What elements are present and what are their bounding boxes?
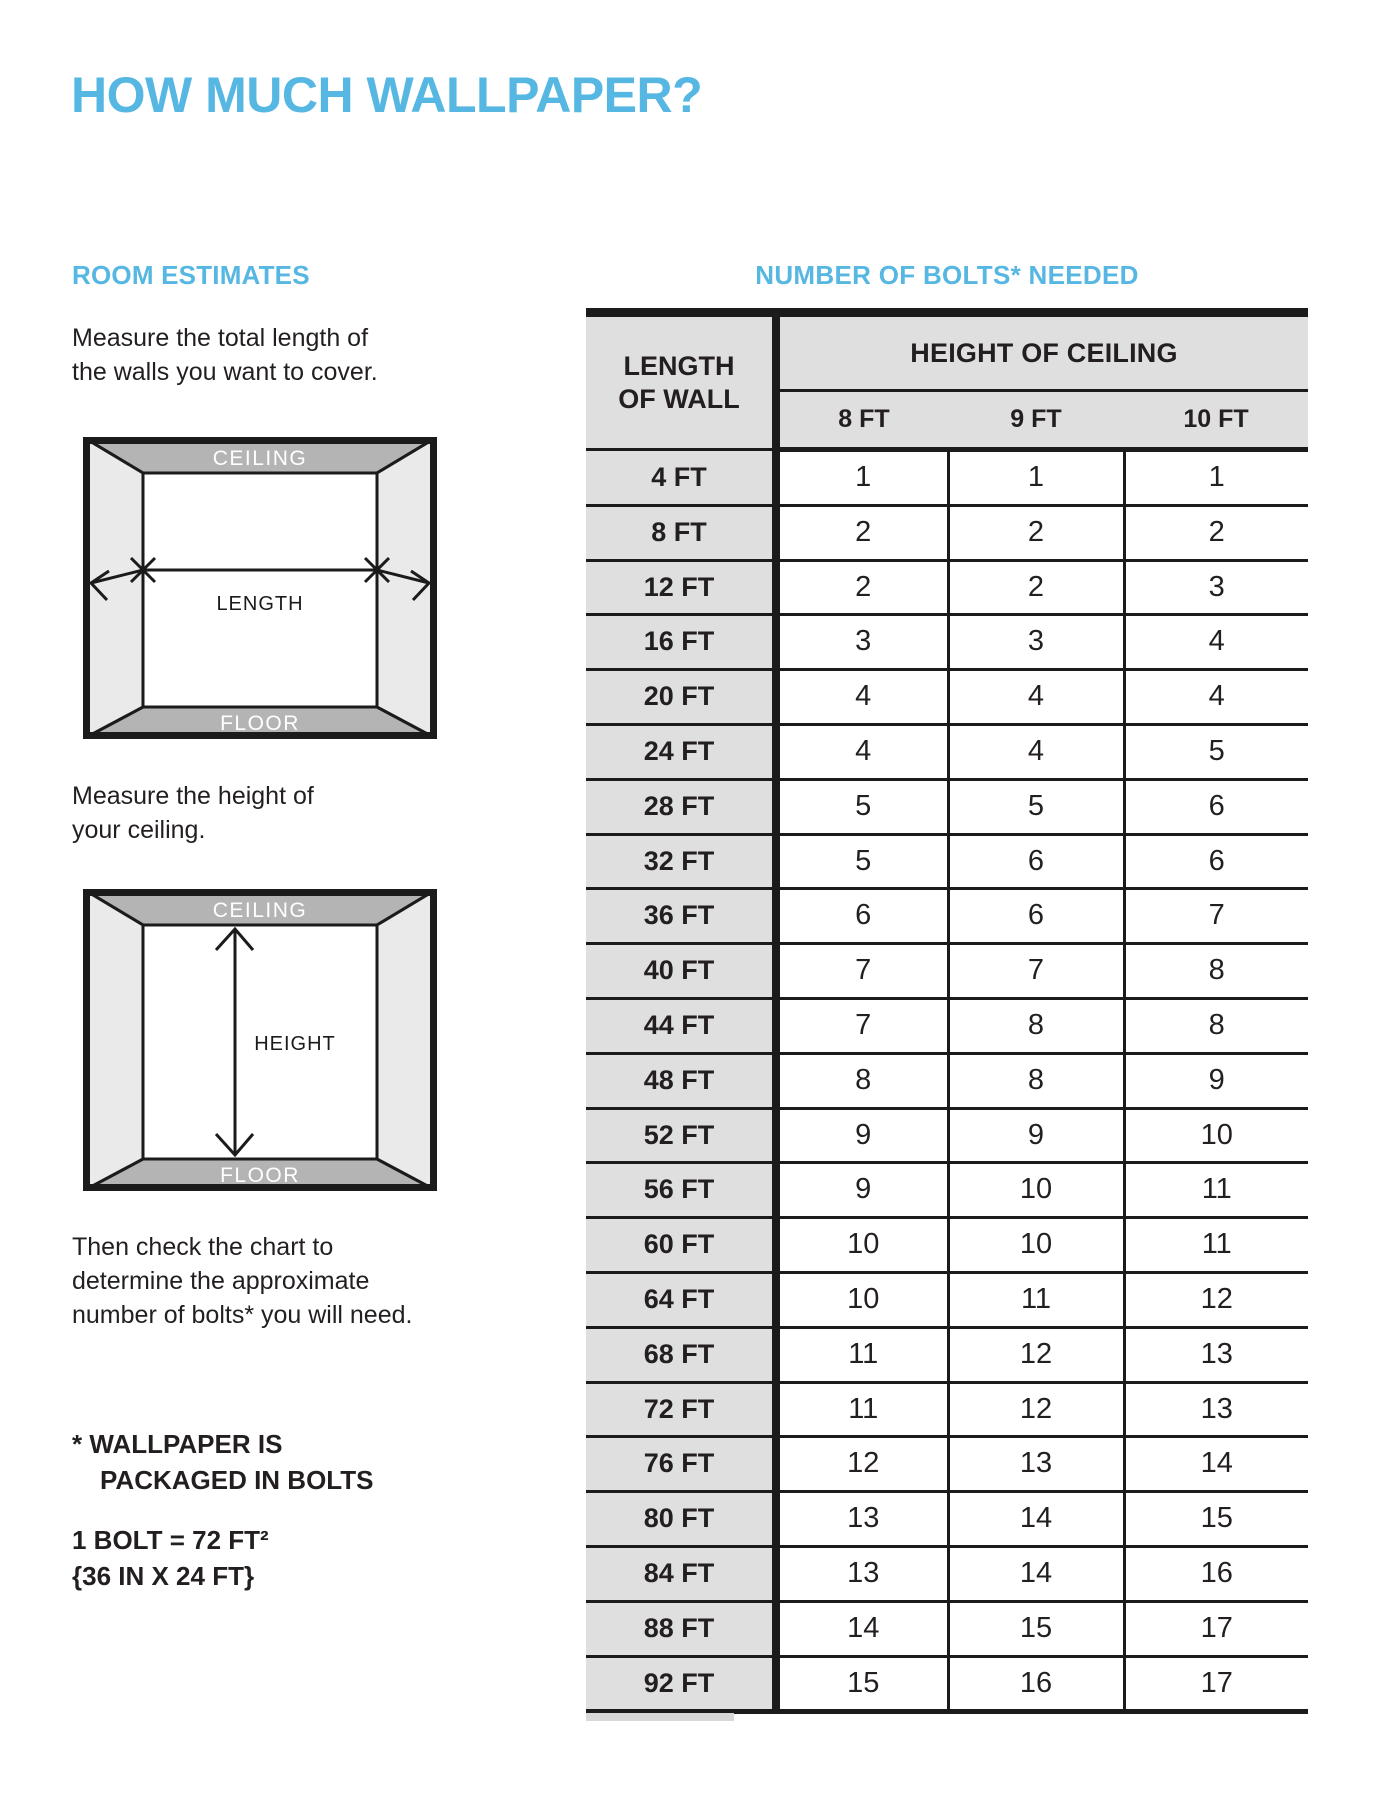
bolt-count-cell: 2 — [776, 505, 948, 560]
paragraph-line: Then check the chart to — [72, 1233, 334, 1261]
bolt-count-cell: 14 — [948, 1492, 1124, 1547]
bolt-count-cell: 6 — [948, 834, 1124, 889]
bolt-count-cell: 12 — [948, 1327, 1124, 1382]
bolt-count-cell: 11 — [948, 1272, 1124, 1327]
bolt-count-cell: 16 — [948, 1656, 1124, 1712]
bolt-count-cell: 2 — [948, 560, 1124, 615]
wall-length-cell: 84 FT — [586, 1546, 776, 1601]
table-row — [586, 1546, 1308, 1601]
table-row — [586, 1492, 1308, 1547]
bolt-count-cell: 14 — [776, 1601, 948, 1656]
table-header-row — [586, 313, 1308, 391]
bolt-count-cell: 9 — [776, 1163, 948, 1218]
bolt-count-cell: 14 — [1124, 1437, 1308, 1492]
table-row — [586, 1382, 1308, 1437]
check-chart-paragraph — [72, 1230, 412, 1332]
bolt-count-cell: 9 — [1124, 1053, 1308, 1108]
bolt-count-cell: 13 — [1124, 1382, 1308, 1437]
height-of-ceiling-header: HEIGHT OF CEILING — [776, 313, 1308, 391]
bolt-count-cell: 3 — [776, 615, 948, 670]
room-estimates-heading: ROOM ESTIMATES — [72, 260, 310, 290]
bolts-footnote — [72, 1426, 373, 1498]
bolt-count-cell: 12 — [776, 1437, 948, 1492]
bolt-count-cell: 12 — [948, 1382, 1124, 1437]
bolts-table-head — [586, 313, 1308, 450]
bolts-table — [586, 308, 1308, 1714]
bolt-count-cell: 13 — [1124, 1327, 1308, 1382]
table-row — [586, 889, 1308, 944]
bolt-count-cell: 6 — [1124, 834, 1308, 889]
ceiling-label: CEILING — [212, 447, 308, 470]
table-row — [586, 998, 1308, 1053]
wall-length-cell: 92 FT — [586, 1656, 776, 1712]
bolt-count-cell: 4 — [948, 670, 1124, 725]
bolt-count-cell: 2 — [1124, 505, 1308, 560]
wall-length-cell: 68 FT — [586, 1327, 776, 1382]
wall-length-cell: 60 FT — [586, 1218, 776, 1273]
bolt-count-cell: 17 — [1124, 1656, 1308, 1712]
bolt-count-cell: 4 — [1124, 670, 1308, 725]
right-wall-surface — [377, 437, 437, 739]
bolt-count-cell: 8 — [948, 1053, 1124, 1108]
table-row — [586, 615, 1308, 670]
right-wall-surface — [377, 889, 437, 1191]
wall-length-cell: 36 FT — [586, 889, 776, 944]
bolt-count-cell: 6 — [948, 889, 1124, 944]
bolt-spec-line: {36 IN X 24 FT} — [72, 1561, 255, 1591]
table-row — [586, 724, 1308, 779]
page-title: HOW MUCH WALLPAPER? — [71, 67, 703, 123]
bolt-count-cell: 8 — [1124, 998, 1308, 1053]
length-room-diagram — [83, 437, 437, 739]
paragraph-line: Measure the total length of — [72, 324, 369, 352]
bolts-needed-heading: NUMBER OF BOLTS* NEEDED — [755, 260, 1139, 290]
wall-length-cell: 32 FT — [586, 834, 776, 889]
paragraph-line: Measure the height of — [72, 782, 314, 810]
bolt-count-cell: 13 — [948, 1437, 1124, 1492]
column-header-9ft: 9 FT — [948, 391, 1124, 450]
bolt-count-cell: 8 — [948, 998, 1124, 1053]
table-row — [586, 560, 1308, 615]
table-row — [586, 1327, 1308, 1382]
paragraph-line: your ceiling. — [72, 816, 206, 844]
bolt-count-cell: 5 — [948, 779, 1124, 834]
table-row — [586, 1053, 1308, 1108]
floor-label: FLOOR — [220, 712, 300, 735]
wall-length-cell: 52 FT — [586, 1108, 776, 1163]
table-row — [586, 505, 1308, 560]
table-row — [586, 834, 1308, 889]
height-label: HEIGHT — [254, 1033, 336, 1055]
bolt-count-cell: 8 — [1124, 944, 1308, 999]
paragraph-line: number of bolts* you will need. — [72, 1301, 413, 1329]
wall-length-cell: 76 FT — [586, 1437, 776, 1492]
back-wall-surface — [143, 473, 377, 707]
bolt-count-cell: 17 — [1124, 1601, 1308, 1656]
wall-length-cell: 56 FT — [586, 1163, 776, 1218]
height-room-diagram — [83, 889, 437, 1191]
table-row — [586, 670, 1308, 725]
bolt-count-cell: 8 — [776, 1053, 948, 1108]
wall-length-cell: 48 FT — [586, 1053, 776, 1108]
bolt-count-cell: 9 — [776, 1108, 948, 1163]
wall-length-cell: 12 FT — [586, 560, 776, 615]
footnote-line: * WALLPAPER IS — [72, 1429, 283, 1459]
bolt-count-cell: 3 — [948, 615, 1124, 670]
bolt-count-cell: 1 — [776, 450, 948, 506]
wall-length-cell: 16 FT — [586, 615, 776, 670]
measure-length-paragraph — [72, 321, 378, 389]
wall-length-cell: 8 FT — [586, 505, 776, 560]
bolt-count-cell: 13 — [776, 1492, 948, 1547]
wall-length-cell: 64 FT — [586, 1272, 776, 1327]
table-row — [586, 944, 1308, 999]
bolt-spec-line: 1 BOLT = 72 FT² — [72, 1525, 269, 1555]
wall-length-cell: 20 FT — [586, 670, 776, 725]
wall-length-cell: 40 FT — [586, 944, 776, 999]
bolt-count-cell: 4 — [948, 724, 1124, 779]
bolt-count-cell: 11 — [776, 1382, 948, 1437]
left-wall-surface — [83, 889, 143, 1191]
table-bottom-shadow — [586, 1713, 734, 1721]
bolt-count-cell: 5 — [776, 834, 948, 889]
bolt-count-cell: 4 — [776, 724, 948, 779]
table-row — [586, 1601, 1308, 1656]
table-row — [586, 1656, 1308, 1712]
bolt-count-cell: 7 — [1124, 889, 1308, 944]
header-line: LENGTH — [623, 350, 735, 381]
bolt-count-cell: 5 — [1124, 724, 1308, 779]
bolt-count-cell: 15 — [948, 1601, 1124, 1656]
bolt-count-cell: 10 — [948, 1218, 1124, 1273]
wall-length-cell: 72 FT — [586, 1382, 776, 1437]
length-room-diagram-svg — [83, 437, 437, 739]
bolt-count-cell: 5 — [776, 779, 948, 834]
wall-length-cell: 24 FT — [586, 724, 776, 779]
bolt-count-cell: 6 — [776, 889, 948, 944]
bolt-count-cell: 13 — [776, 1546, 948, 1601]
table-row — [586, 1437, 1308, 1492]
bolt-count-cell: 7 — [948, 944, 1124, 999]
table-row — [586, 1163, 1308, 1218]
wall-length-cell: 4 FT — [586, 450, 776, 506]
table-row — [586, 779, 1308, 834]
wall-length-cell: 28 FT — [586, 779, 776, 834]
bolt-count-cell: 4 — [776, 670, 948, 725]
table-row — [586, 1218, 1308, 1273]
footnote-line: PACKAGED IN BOLTS — [100, 1465, 374, 1495]
bolt-size-spec — [72, 1522, 269, 1594]
measure-height-paragraph — [72, 779, 314, 847]
left-wall-surface — [83, 437, 143, 739]
bolt-count-cell: 2 — [776, 560, 948, 615]
ceiling-label: CEILING — [212, 899, 308, 922]
bolt-count-cell: 15 — [776, 1656, 948, 1712]
table-row — [586, 1108, 1308, 1163]
bolt-count-cell: 10 — [948, 1163, 1124, 1218]
floor-label: FLOOR — [220, 1164, 300, 1187]
column-header-8ft: 8 FT — [776, 391, 948, 450]
wall-length-cell: 44 FT — [586, 998, 776, 1053]
bolt-count-cell: 7 — [776, 998, 948, 1053]
length-of-wall-header — [586, 313, 776, 450]
bolt-count-cell: 7 — [776, 944, 948, 999]
bolt-count-cell: 11 — [1124, 1218, 1308, 1273]
bolts-table-body — [586, 450, 1308, 1712]
bolt-count-cell: 11 — [776, 1327, 948, 1382]
height-room-diagram-svg — [83, 889, 437, 1191]
bolt-count-cell: 14 — [948, 1546, 1124, 1601]
bolt-count-cell: 4 — [1124, 615, 1308, 670]
table-row — [586, 1272, 1308, 1327]
bolt-count-cell: 11 — [1124, 1163, 1308, 1218]
bolt-count-cell: 10 — [1124, 1108, 1308, 1163]
wall-length-cell: 80 FT — [586, 1492, 776, 1547]
paragraph-line: the walls you want to cover. — [72, 358, 378, 386]
bolt-count-cell: 16 — [1124, 1546, 1308, 1601]
bolt-count-cell: 2 — [948, 505, 1124, 560]
column-header-10ft: 10 FT — [1124, 391, 1308, 450]
paragraph-line: determine the approximate — [72, 1267, 370, 1295]
bolt-count-cell: 9 — [948, 1108, 1124, 1163]
bolt-count-cell: 3 — [1124, 560, 1308, 615]
bolt-count-cell: 1 — [1124, 450, 1308, 506]
bolt-count-cell: 10 — [776, 1272, 948, 1327]
bolt-count-cell: 15 — [1124, 1492, 1308, 1547]
length-label: LENGTH — [216, 593, 304, 615]
bolt-count-cell: 6 — [1124, 779, 1308, 834]
table-row — [586, 450, 1308, 506]
bolt-count-cell: 1 — [948, 450, 1124, 506]
wall-length-cell: 88 FT — [586, 1601, 776, 1656]
header-line: OF WALL — [618, 383, 740, 414]
bolt-count-cell: 10 — [776, 1218, 948, 1273]
bolt-count-cell: 12 — [1124, 1272, 1308, 1327]
